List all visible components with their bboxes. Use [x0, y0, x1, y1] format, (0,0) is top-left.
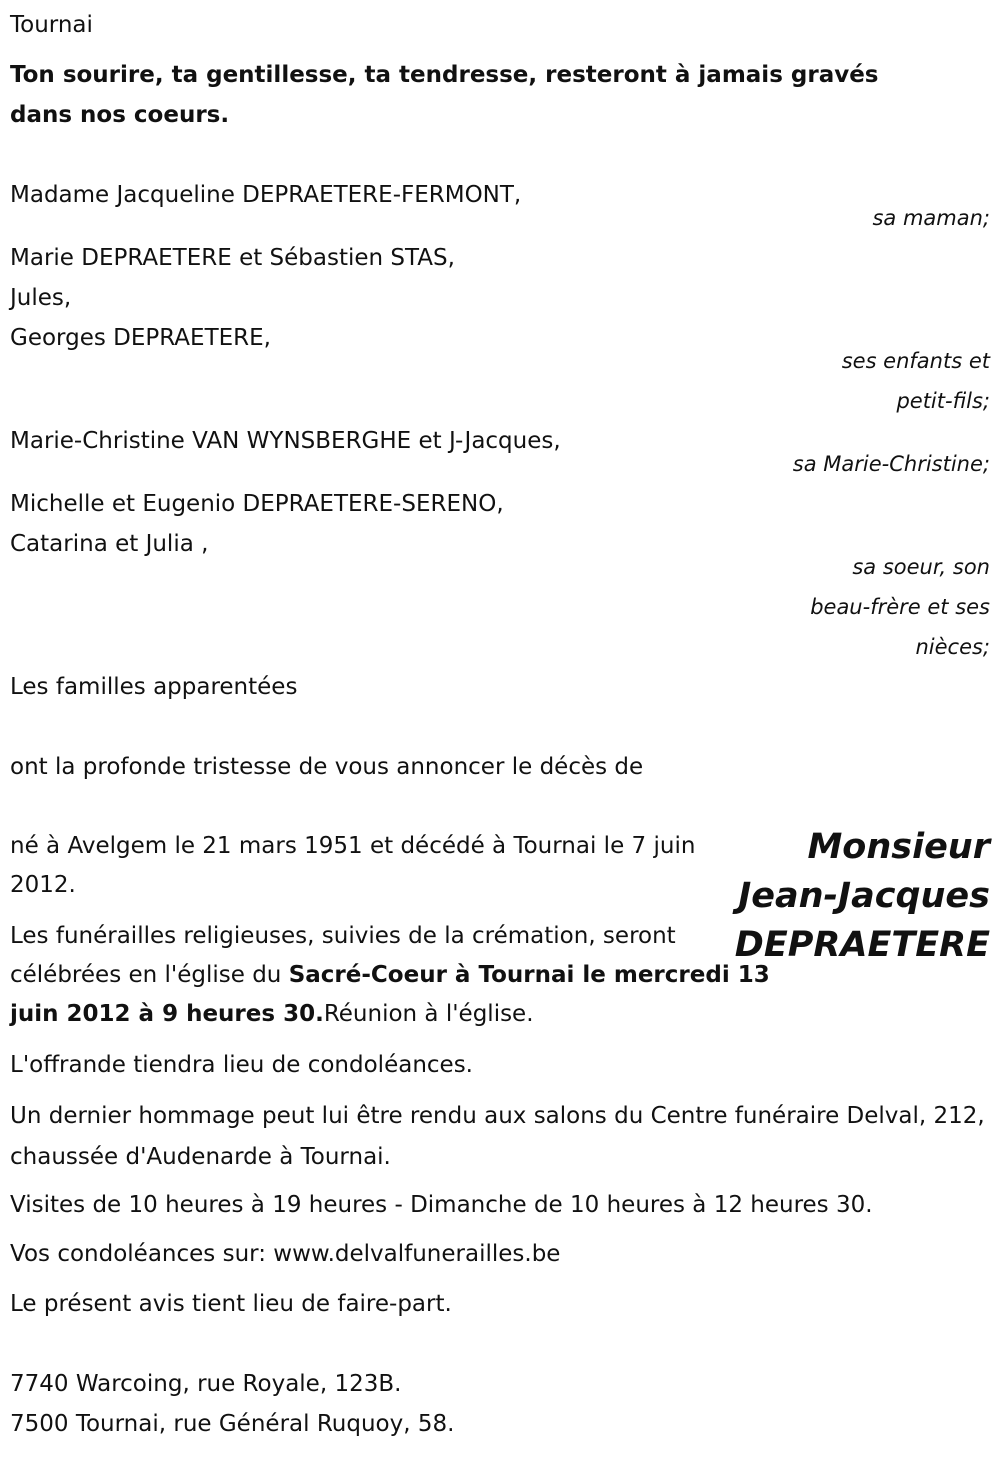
city: Tournai: [10, 12, 93, 38]
family-relation: nièces;: [915, 635, 990, 659]
address-2: 7500 Tournai, rue Général Ruquoy, 58.: [10, 1411, 455, 1437]
family-name: Catarina et Julia ,: [10, 531, 209, 557]
family-relation: sa soeur, son: [852, 555, 990, 579]
funeral-after: Réunion à l'église.: [323, 1001, 534, 1027]
family-relation: sa Marie-Christine;: [792, 452, 990, 476]
family-relation: beau-frère et ses: [810, 595, 990, 619]
quote-line-2: dans nos coeurs.: [10, 102, 230, 128]
visits: Visites de 10 heures à 19 heures - Dimanche de 10 heures à 12 heures 30.: [10, 1192, 873, 1218]
family-name: Marie-Christine VAN WYNSBERGHE et J-Jacques,: [10, 428, 561, 454]
funeral-details: [10, 917, 790, 1034]
family-name: Jules,: [10, 285, 72, 311]
family-name: Marie DEPRAETERE et Sébastien STAS,: [10, 245, 455, 271]
address-1: 7740 Warcoing, rue Royale, 123B.: [10, 1371, 402, 1397]
deceased-last-name: DEPRAETERE: [734, 925, 990, 965]
family-relation: sa maman;: [872, 206, 990, 230]
deceased-title: Monsieur: [807, 827, 990, 867]
family-relation: petit-fils;: [896, 389, 990, 413]
family-name: Madame Jacqueline DEPRAETERE-FERMONT,: [10, 182, 522, 208]
announcement: ont la profonde tristesse de vous annoncer le décès de: [10, 754, 644, 780]
offering: L'offrande tiendra lieu de condoléances.: [10, 1052, 473, 1078]
notice: Le présent avis tient lieu de faire-part.: [10, 1291, 452, 1317]
condolences: Vos condoléances sur: www.delvalfunerailles.be: [10, 1241, 561, 1267]
quote-line-1: Ton sourire, ta gentillesse, ta tendresse, resteront à jamais gravés: [10, 62, 879, 88]
funeral-place-time: Sacré-Coeur à Tournai le mercredi 13 juin 2012 à 9 heures 30.: [10, 962, 770, 1027]
family-relation: ses enfants et: [841, 349, 990, 373]
funeral-intro: Les funérailles religieuses, suivies de la crémation, seront célébrées en l'église du: [10, 923, 676, 988]
family-name: Georges DEPRAETERE,: [10, 325, 271, 351]
family-name: Michelle et Eugenio DEPRAETERE-SERENO,: [10, 491, 504, 517]
birth-death: né à Avelgem le 21 mars 1951 et décédé à Tournai le 7 juin 2012.: [10, 833, 696, 898]
deceased-first-name: Jean-Jacques: [738, 876, 990, 916]
related-families: Les familles apparentées: [10, 674, 298, 700]
tribute: Un dernier hommage peut lui être rendu aux salons du Centre funéraire Delval, 212, chaussée d'Audenarde à Tournai.: [10, 1103, 985, 1170]
